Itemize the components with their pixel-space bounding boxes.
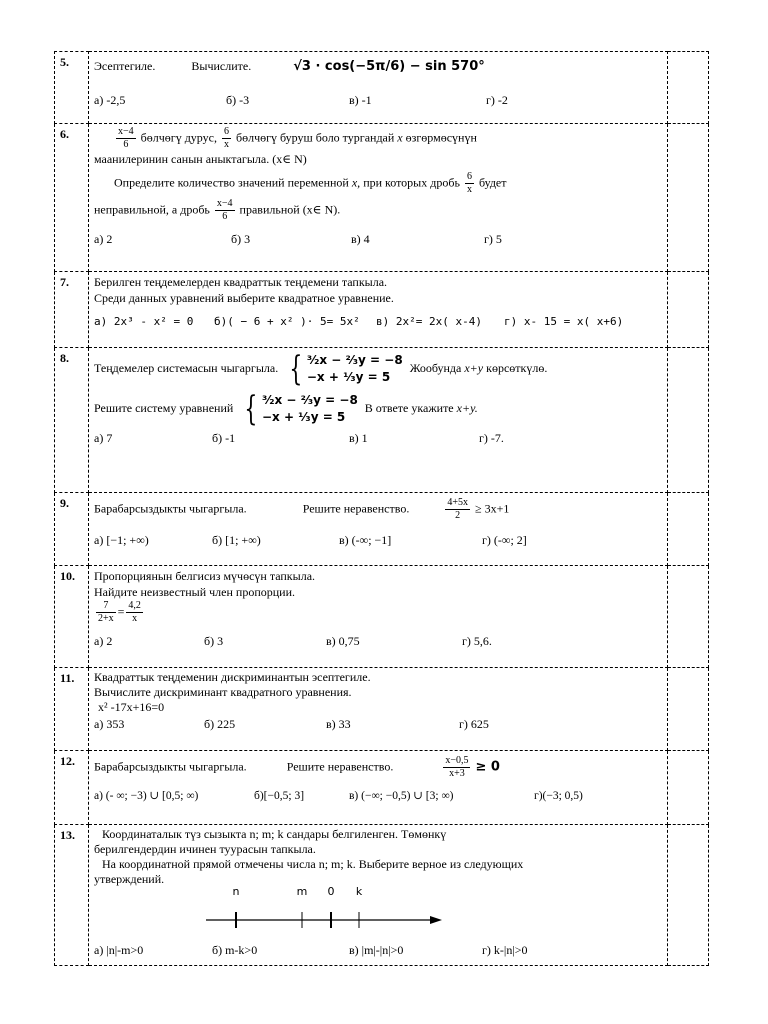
option-b[interactable]: б) 3: [204, 634, 224, 648]
options: [94, 633, 663, 651]
option-c[interactable]: в) |m|-|n|>0: [349, 943, 404, 957]
option-d[interactable]: г) 5,6.: [462, 634, 492, 648]
question-number: 11.: [60, 671, 75, 685]
option-c[interactable]: в) (-∞; −1]: [339, 533, 392, 547]
question-number: 8.: [60, 351, 69, 365]
label-m: m: [296, 887, 308, 898]
option-b[interactable]: б) -3: [226, 93, 250, 107]
question-row: 13. Координаталык түз сызыкта n; m; k сандары белгиленген. Төмөнкү берилгендердин ичинен туурасын тапкыла. На координатной прямой отмечены числа n; m; k. Выберите верное из следующих утверждений. n m 0 k а) |n|-m>0 б) m-k>0 в) |m|-|n|>0 г) k-|n|>0: [55, 825, 709, 966]
options: [94, 717, 663, 735]
option-a[interactable]: а) 7: [94, 431, 113, 445]
question-number: 5.: [60, 55, 69, 69]
label-zero: 0: [327, 887, 335, 898]
fraction: $\frac{6}{x}$: [223, 126, 229, 150]
option-a[interactable]: а) [−1; +∞): [94, 533, 149, 547]
option-d[interactable]: г) -2: [486, 93, 508, 107]
fraction: $\frac{4,2}{x}$: [128, 600, 141, 624]
question-row: 7. Берилген теңдемелерден квадраттык теңдемени тапкыла. Среди данных уравнений выберите квадратное уравнение. а) 2x³ - x² = 0 б)( − 6 + x² )· 5= 5x² в) 2x²= 2x( x-4) г) x- 15 = x( x+6): [55, 272, 709, 348]
options: [94, 314, 663, 332]
options: [94, 430, 663, 448]
options: [94, 532, 663, 550]
question-row: [55, 52, 709, 124]
prompt-ky: Эсептегиле.: [94, 59, 156, 73]
option-c[interactable]: в) 0,75: [326, 634, 360, 648]
label-n: n: [232, 887, 240, 898]
option-a[interactable]: а) |n|-m>0: [94, 943, 144, 957]
options: [94, 92, 663, 110]
option-c[interactable]: в) 33: [326, 717, 351, 731]
question-row: 8. Теңдемелер системасын чыгаргыла. { ³⁄₂x − ²⁄₃y = −8 −x + ¹⁄₃y = 5 Жообунда x+y көрсөткүлө. Решите систему уравнений { ³⁄₂x − ²⁄₃y = −8 −x + ¹⁄₃y = 5 В ответе укажите x+y. а) 7 б) -1 в) 1 г) -7.: [55, 348, 709, 493]
fraction: $\frac{7}{2+x}$: [98, 600, 114, 624]
option-b[interactable]: б)[−0,5; 3]: [254, 790, 305, 802]
number-line: [94, 887, 663, 943]
options: [94, 943, 663, 961]
equation: x² -17x+16=0: [98, 700, 165, 714]
option-c[interactable]: в) 1: [349, 431, 368, 445]
option-a[interactable]: а) 2x³ - x² = 0: [94, 315, 194, 328]
option-a[interactable]: а) -2,5: [94, 93, 126, 107]
options: [94, 788, 663, 806]
question-number: 13.: [60, 828, 75, 842]
fraction: $\frac{6}{x}$: [466, 171, 472, 195]
option-b[interactable]: б) 225: [204, 717, 236, 731]
option-d[interactable]: г) k-|n|>0: [482, 943, 528, 957]
option-a[interactable]: а) (- ∞; −3) ∪ [0,5; ∞): [94, 790, 199, 802]
option-b[interactable]: б) 3: [231, 232, 251, 246]
option-a[interactable]: а) 2: [94, 634, 113, 648]
options: [94, 231, 663, 249]
arrow-icon: [430, 916, 442, 924]
equation-system: { ³⁄₂x − ²⁄₃y = −8 −x + ¹⁄₃y = 5: [289, 349, 403, 389]
question-number: 6.: [60, 127, 69, 141]
label-k: k: [355, 887, 363, 898]
option-c[interactable]: в) (−∞; −0,5) ∪ [3; ∞): [349, 790, 454, 802]
option-d[interactable]: г) (-∞; 2]: [482, 533, 527, 547]
option-c[interactable]: в) 4: [351, 232, 370, 246]
question-number: 12.: [60, 754, 75, 768]
option-b[interactable]: б) m-k>0: [212, 943, 258, 957]
option-b[interactable]: б) [1; +∞): [212, 533, 261, 547]
question-row: 11. Квадраттык теңдеменин дискриминантын эсептегиле. Вычислите дискриминант квадратного уравнения. x² -17x+16=0 а) 353 б) 225 в) 33 г) 625: [55, 668, 709, 751]
option-d[interactable]: г) 5: [484, 232, 502, 246]
option-b[interactable]: б)( − 6 + x² )· 5= 5x²: [214, 315, 360, 328]
fraction: $\frac{x-4}{6}$: [118, 126, 134, 150]
question-row: 10. Пропорциянын белгисиз мүчөсүн тапкыла. Найдите неизвестный член пропорции. $\frac{7}{2+x}$ = $\frac{4,2}{x}$ а) 2 б) 3 в) 0,75 г) 5,6.: [55, 566, 709, 668]
option-d[interactable]: г) 625: [459, 717, 489, 731]
question-number: 10.: [60, 569, 75, 583]
option-a[interactable]: а) 2: [94, 232, 113, 246]
option-d[interactable]: г) -7.: [479, 431, 504, 445]
question-number: 9.: [60, 496, 69, 510]
prompt-ru: Вычислите.: [191, 59, 252, 73]
option-d[interactable]: г)(−3; 0,5): [534, 790, 583, 802]
question-row: 9. Барабарсыздыкты чыгаргыла. Решите неравенство. $\frac{4+5x}{2}$ ≥ 3x+1 а) [−1; +∞) б) [1; +∞) в) (-∞; −1] г) (-∞; 2]: [55, 493, 709, 566]
option-c[interactable]: в) 2x²= 2x( x-4): [376, 315, 482, 328]
fraction: $\frac{x-0,5}{x+3}$: [445, 755, 469, 779]
fraction: $\frac{4+5x}{2}$: [447, 497, 468, 521]
expression: √3 · cos(−5π/6) − sin 570°: [293, 59, 485, 74]
question-number: 7.: [60, 275, 69, 289]
option-a[interactable]: а) 353: [94, 717, 125, 731]
fraction: $\frac{x-4}{6}$: [216, 198, 233, 222]
option-c[interactable]: в) -1: [349, 93, 372, 107]
equation-system: { ³⁄₂x − ²⁄₃y = −8 −x + ¹⁄₃y = 5: [244, 389, 358, 429]
question-row: 6. $\frac{x-4}{6}$ бөлчөгү дурус, $\frac{6}{x}$ бөлчөгү буруш боло тургандай x өзгөрмөсүнүн маанилеринин санын аныктагыла. (x∈ N) Определите количество значений переменной x, при которых дробь $\frac{6}{x}$ будет неправильной, а дробь $\frac{x-4}{6}$ правильной (x∈ N). а) 2 б) 3 в) 4 г) 5: [55, 124, 709, 272]
questions-table: [54, 51, 709, 966]
question-row: 12. Барабарсыздыкты чыгаргыла. Решите неравенство. $\frac{x-0,5}{x+3}$ ≥ 0 а) (- ∞; −3) ∪ [0,5; ∞) б)[−0,5; 3] в) (−∞; −0,5) ∪ [3; ∞) г)(−3; 0,5): [55, 751, 709, 825]
option-d[interactable]: г) x- 15 = x( x+6): [504, 315, 624, 328]
option-b[interactable]: б) -1: [212, 431, 236, 445]
